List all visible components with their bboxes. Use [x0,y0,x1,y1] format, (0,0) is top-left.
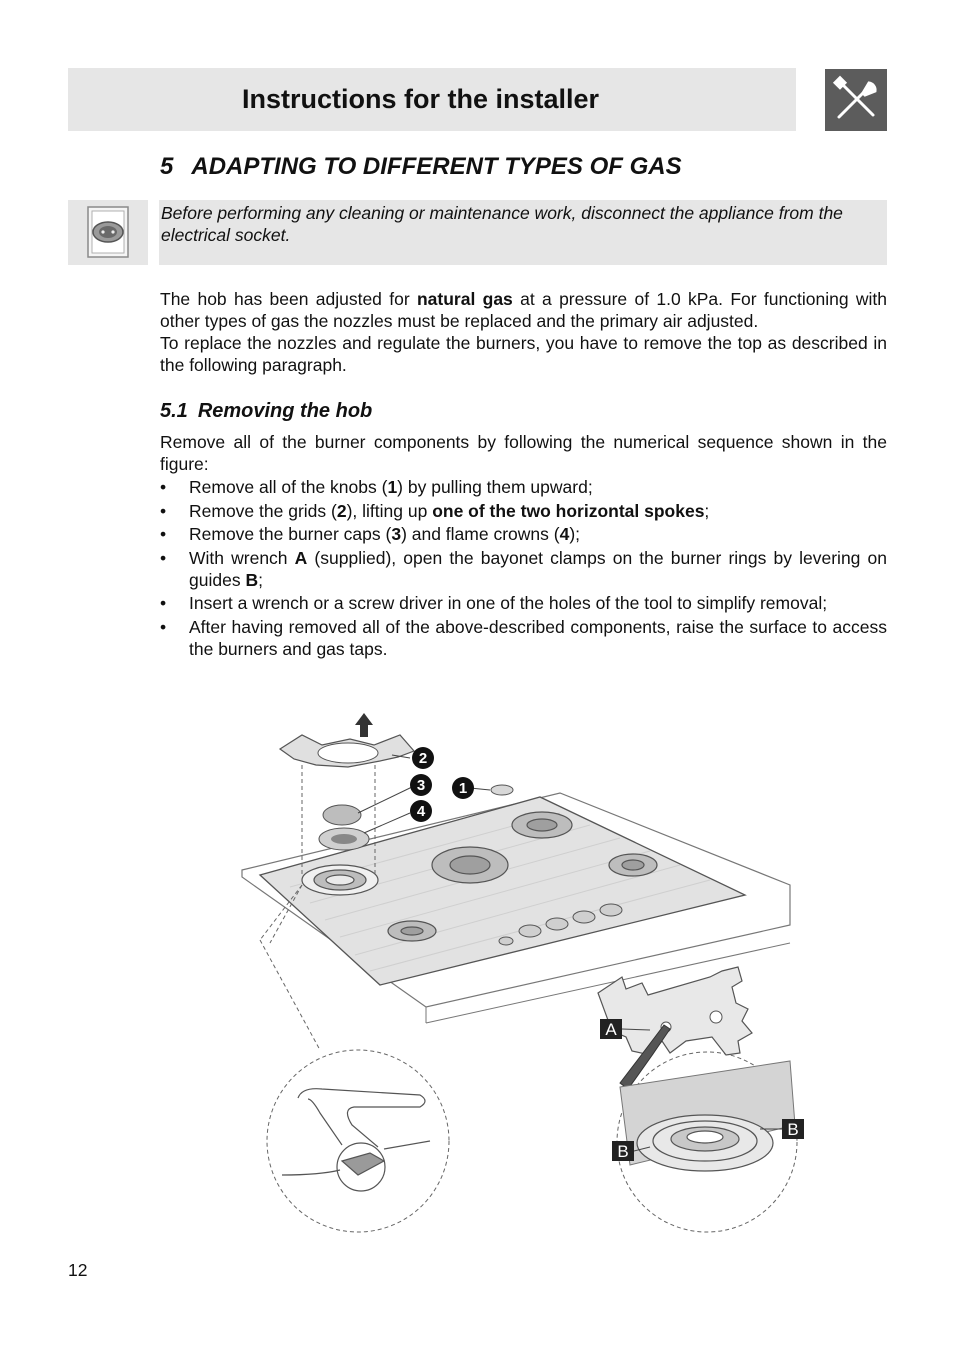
list-item [160,476,887,498]
step-bold: A [294,547,308,568]
bullet: • [160,593,167,613]
bullet: • [160,500,167,521]
intro-p1-start: The hob has been adjusted for [160,289,417,309]
step-text: Remove the burner caps ( [189,524,392,544]
callout-3: 3 [416,777,426,794]
intro-p1-bold: natural gas [416,289,513,309]
list-item [160,592,887,614]
list-item [160,500,887,522]
list-item [160,523,887,545]
callout-1: 1 [458,780,468,797]
step-text: Insert a wrench or a screw driver in one of the holes of the tool to simplify removal; [189,593,828,613]
subsection-number: 5.1 [160,400,188,422]
step-bold: one of the two horizontal spokes [432,500,705,521]
intro-paragraph-1 [160,288,887,332]
header-bar [68,68,796,131]
intro-text [160,288,887,376]
tools-icon [825,69,887,131]
label-b-left: B [617,1142,629,1161]
hob-removal-figure [230,705,820,1240]
list-item [160,616,887,660]
step-bold: 3 [391,524,402,544]
callout-4: 4 [416,803,426,820]
intro-p1-end: at a pressure of 1.0 kPa. For functioning with other types of gas the nozzles must be replaced and the primary air adjusted. [160,289,887,331]
step-text: ; [258,569,263,590]
step-text: Remove the grids ( [189,500,337,521]
warning-box [159,200,887,265]
bullet: • [160,547,167,568]
step-text: ) and flame crowns ( [401,524,560,544]
page-number: 12 [68,1260,88,1280]
plug-socket-icon [68,200,148,265]
section-heading: ADAPTING TO DIFFERENT TYPES OF GAS [191,153,682,180]
bullet: • [160,616,167,637]
step-bold: B [245,569,259,590]
section-title [160,153,682,181]
header-title: Instructions for the installer [242,84,600,114]
label-b-right: B [787,1120,799,1139]
step-text: Remove all of the knobs ( [189,477,388,497]
callout-2: 2 [418,750,428,767]
step-bold: 4 [559,524,570,544]
step-text: ) by pulling them upward; [397,477,593,497]
section-number: 5 [160,153,174,180]
bullet: • [160,524,167,544]
warning-text: Before performing any cleaning or maintenance work, disconnect the appliance from the electrical socket. [161,203,843,245]
arrow-up-icon [355,713,373,737]
step-text: ); [569,524,581,544]
step-text: ; [704,500,710,521]
step-bold: 1 [387,477,398,497]
subsection-title [160,400,372,423]
instructions-lead: Remove all of the burner components by following the numerical sequence shown in the figure: [160,432,887,474]
list-item [160,547,887,591]
subsection-heading: Removing the hob [197,400,373,422]
step-text: ), lifting up [346,500,433,521]
steps-list [160,476,887,660]
label-a: A [605,1020,617,1039]
step-text: (supplied), open the bayonet clamps on the burner rings by levering on guides [189,547,888,590]
intro-paragraph-2: To replace the nozzles and regulate the burners, you have to remove the top as described in the following paragraph. [160,333,887,375]
step-text: After having removed all of the above-described components, raise the surface to access the burners and gas taps. [189,616,887,659]
instructions-block [160,431,887,661]
step-text: With wrench [189,547,295,568]
step-bold: 2 [336,500,347,521]
bullet: • [160,477,167,497]
